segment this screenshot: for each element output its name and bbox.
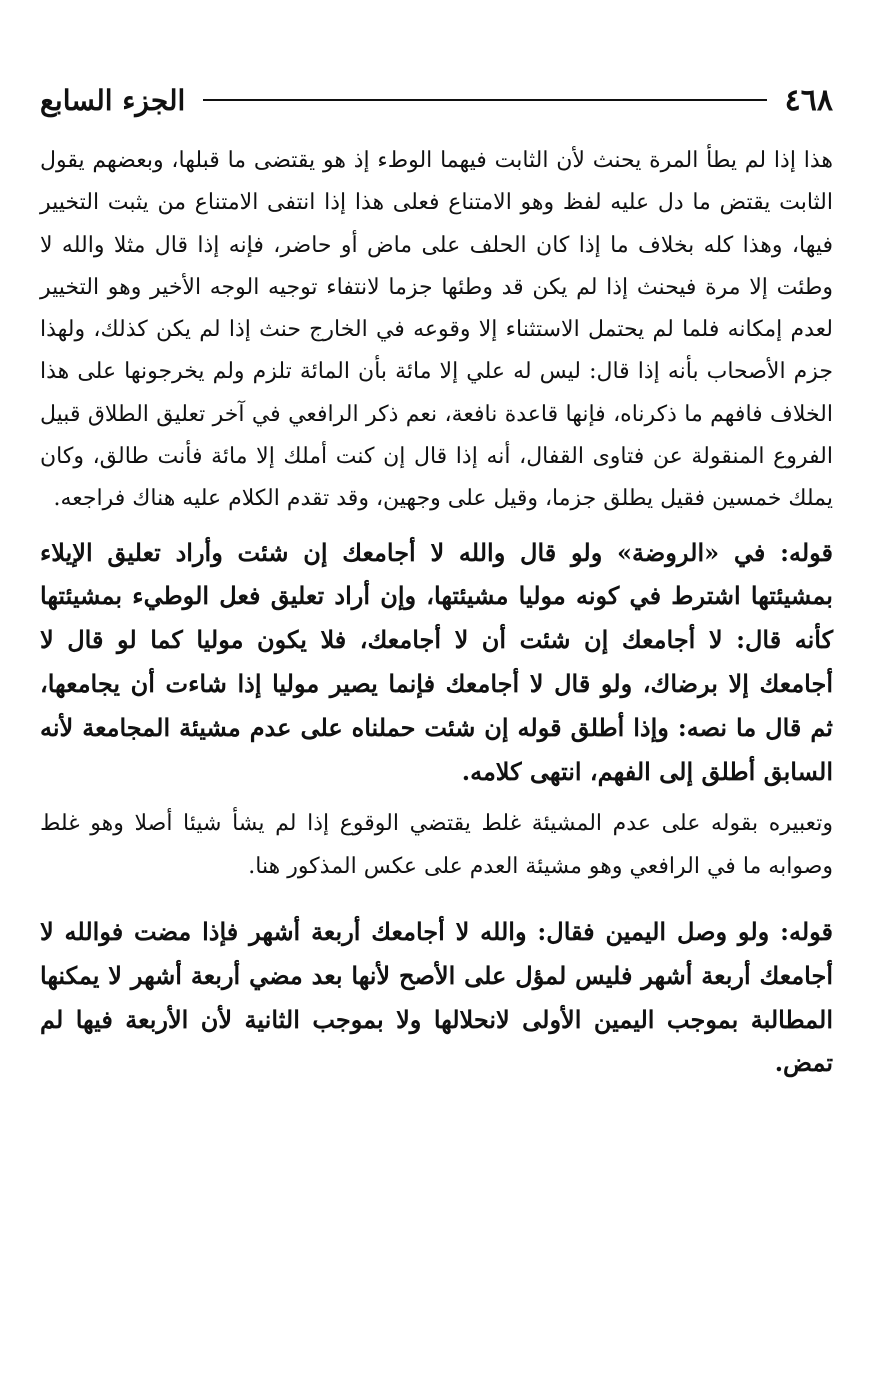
page-number: ٤٦٨ (784, 82, 833, 118)
page-header (40, 78, 833, 122)
page-body (40, 140, 833, 1085)
part-title: الجزء السابع (40, 83, 186, 117)
quoted-passage: قوله: في «الروضة» ولو قال والله لا أجامعك إن شئت وأراد تعليق الإيلاء بمشيئتها اشترط في كونه موليا مشيئتها، وإن أراد تعليق فعل الوطيء بمشيئتها كأنه قال: لا أجامعك إن شئت أن لا أجامعك، فلا يكون موليا كما لو قال لا أجامعك إلا برضاك، ولو قال لا أجامعك فإنما يصير موليا إذا شاءت أن يجامعها، ثم قال ما نصه: وإذا أطلق قوله إن شئت حملناه على عدم مشيئة المجامعة لأنه السابق أطلق إلى الفهم، انتهى كلامه. (40, 537, 834, 786)
header-rule (203, 99, 766, 101)
quoted-passage: قوله: ولو وصل اليمين فقال: والله لا أجامعك أربعة أشهر فإذا مضت فوالله لا أجامعك أربعة أشهر فليس لمؤل على الأصح لأنها بعد مضي أربعة أشهر لا يمكنها المطالبة بموجب اليمين الأولى لانحلالها ولا بموجب الثانية لأن الأربعة فيها لم تمض. (40, 917, 834, 1078)
body-paragraph: هذا إذا لم يطأ المرة يحنث لأن الثابت فيهما الوطء إذ هو يقتضى ما قبلها، وبعضهم يقول الثابت يقتض ما دل عليه لفظ وهو الامتناع فعلى هذا إذا انتفى الامتناع من يثبت التخيير فيها، وهذا كله بخلاف ما إذا كان الحلف على ماض أو حاضر، فإنه إذا قال مثلا والله لا وطئت إلا مرة فيحنث إذا لم يكن قد وطئها جزما لانتفاء توجيه الوجه الأخير وهو التخيير لعدم إمكانه فلما لم يحتمل الاستثناء إلا وقوعه في الخارج حنث إذا لم يكن كذلك، ولهذا جزم الأصحاب بأنه إذا قال: ليس له علي إلا مائة بأن المائة تلزم ولم يخرجونها على هذا الخلاف فافهم ما ذكرناه، فإنها قاعدة نافعة، نعم ذكر الرافعي في آخر تعليق الطلاق قبيل الفروع المنقولة عن فتاوى القفال، أنه إذا قال إن كنت أملك إلا مائة فأنت طالق، وكان يملك خمسين فقيل يطلق جزما، وقيل على وجهين، وقد تقدم الكلام عليه هناك فراجعه. (40, 148, 833, 512)
commentary-paragraph: وتعبيره بقوله على عدم المشيئة غلط يقتضي الوقوع إذا لم يشأ شيئا أصلا وهو غلط وصوابه ما في الرافعي وهو مشيئة العدم على عكس المذكور هنا. (40, 811, 833, 879)
